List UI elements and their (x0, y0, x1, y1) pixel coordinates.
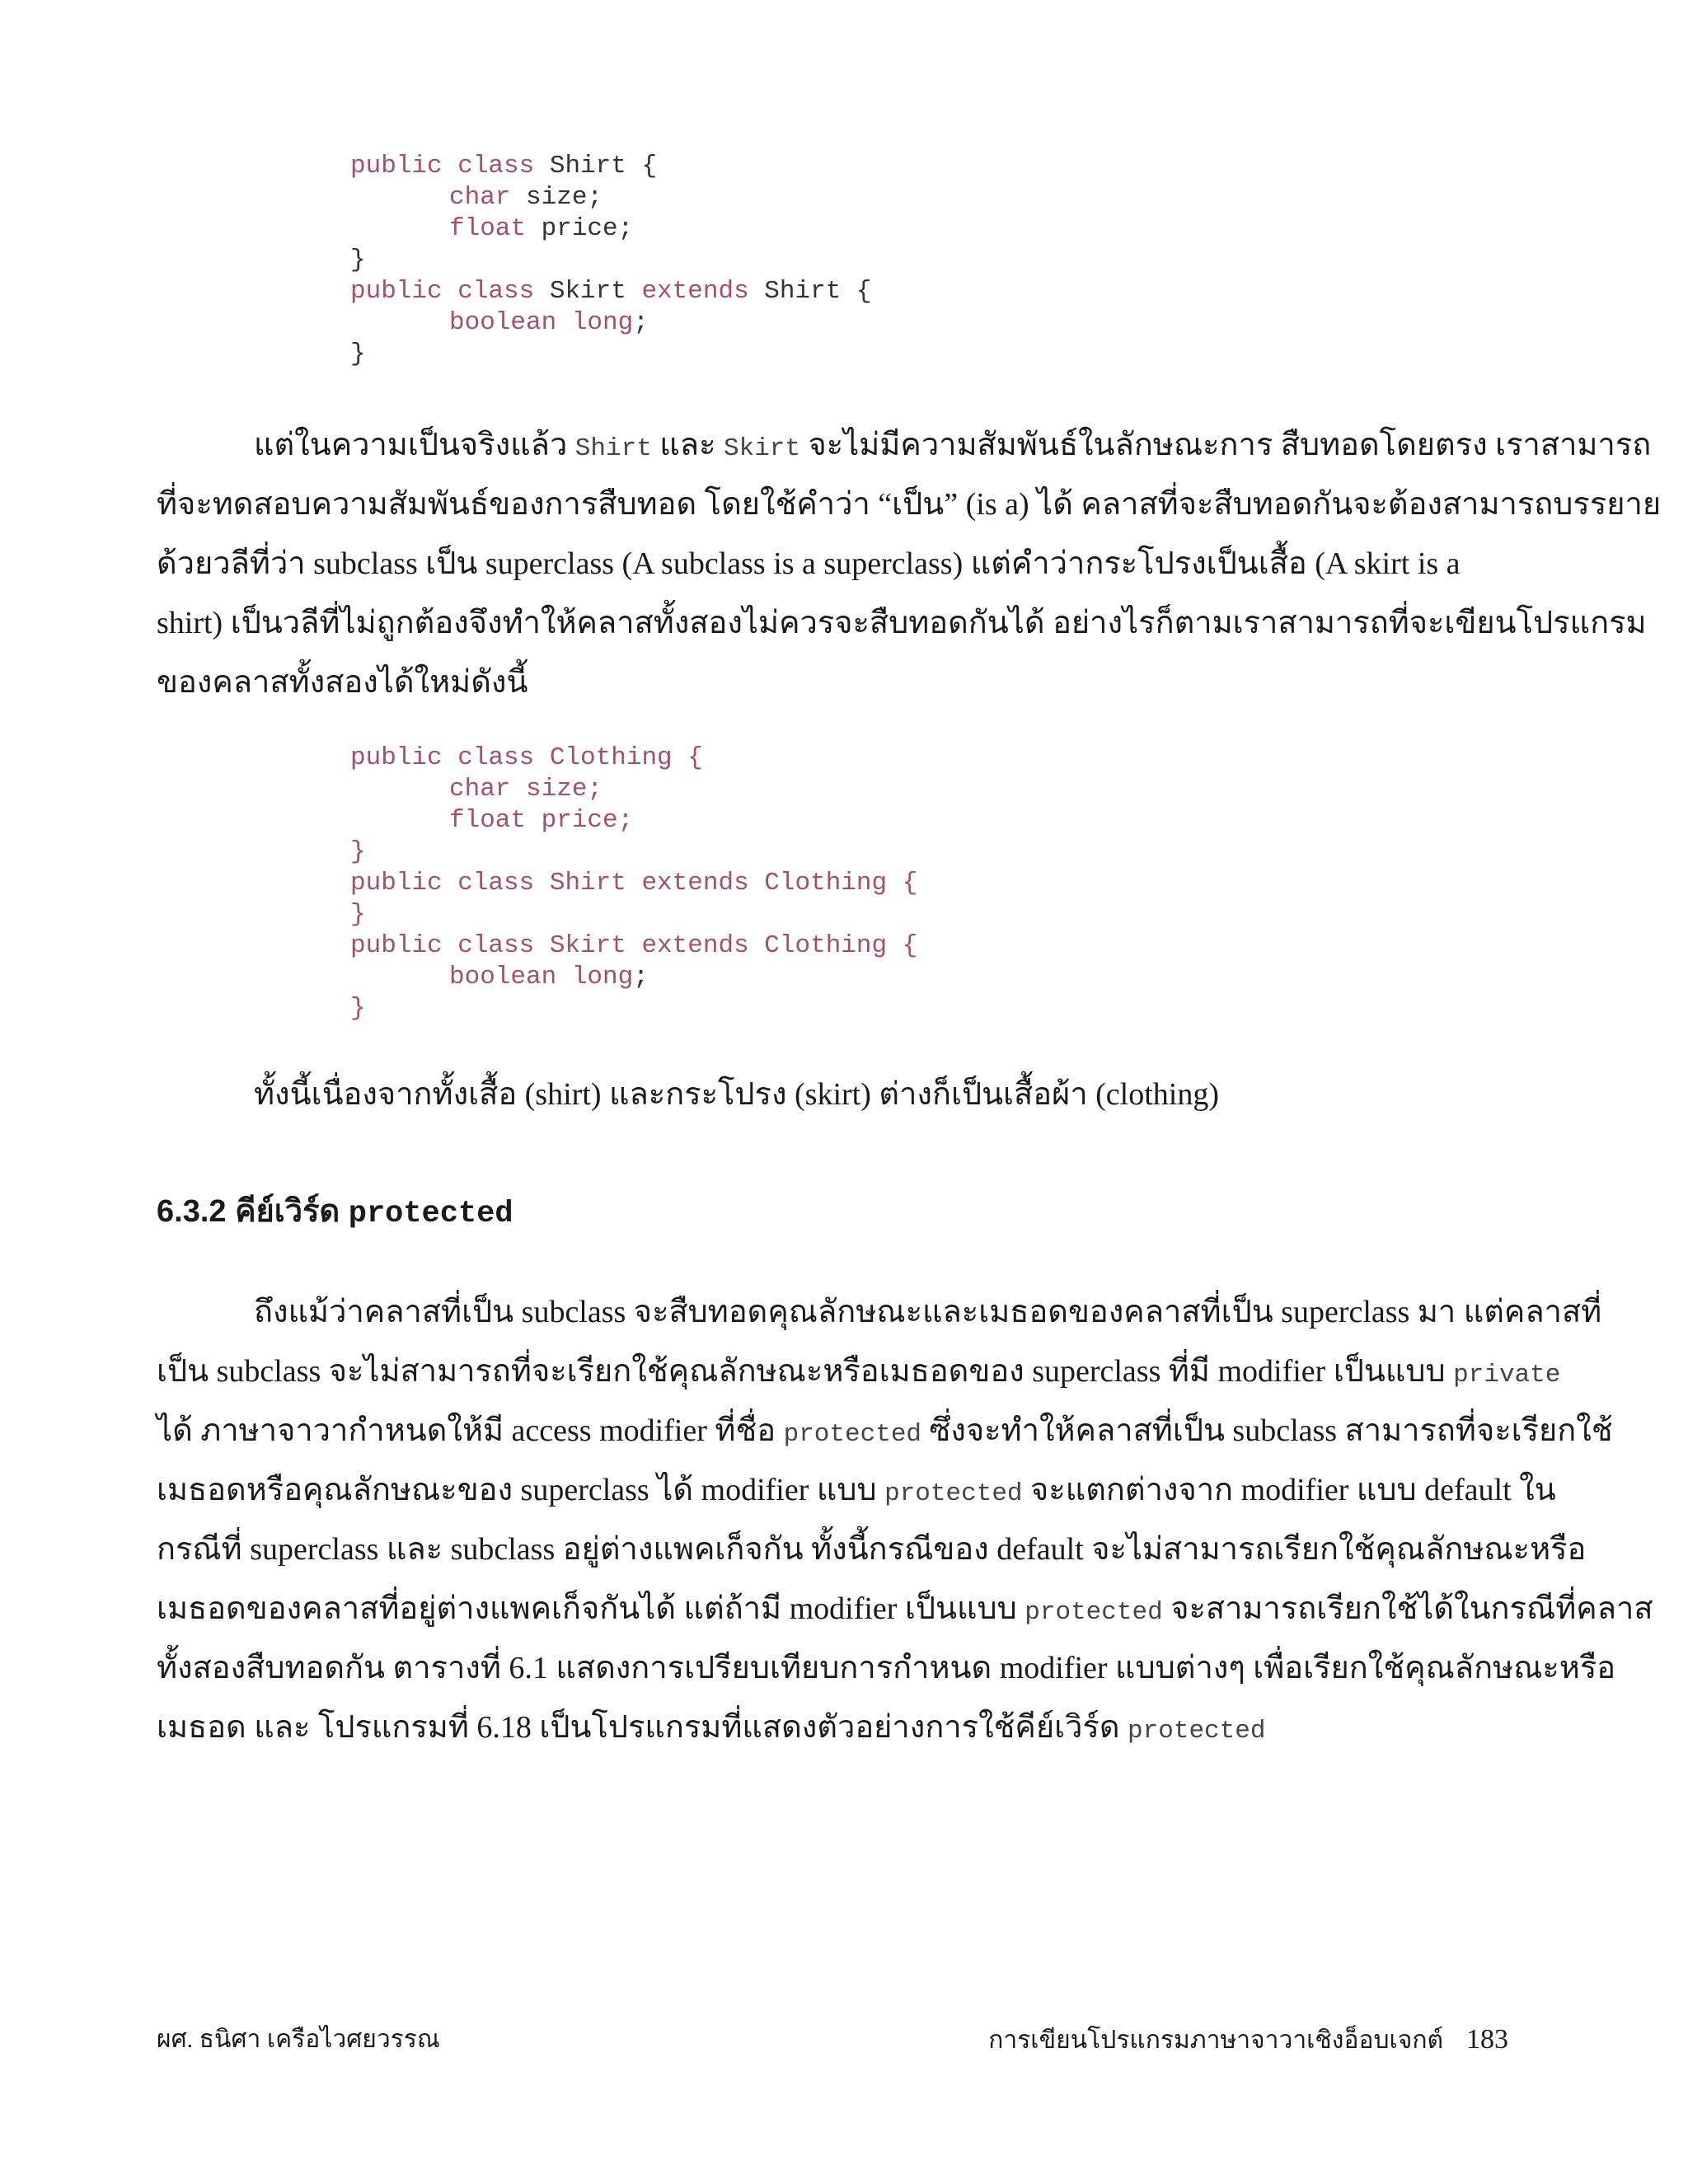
code-token: Shirt { (549, 152, 658, 180)
code-line (350, 743, 917, 774)
code-line (350, 774, 917, 805)
code-line (350, 339, 872, 370)
text-run: จะไม่มีความสัมพันธ์ในลักษณะการ สืบทอดโดยตรง เราสามารถ (800, 428, 1652, 462)
code-line (350, 182, 872, 213)
text-run: shirt) เป็นวลีที่ไม่ถูกต้องจึงทำให้คลาสทั้งสองไม่ควรจะสืบทอดกันได้ อย่างไรก็ตามเราสามารถที่จะเขียนโปรแกรม (157, 606, 1647, 640)
page-number: 183 (1466, 2024, 1508, 2055)
text-run: ทั้งสองสืบทอดกัน ตารางที่ 6.1 แสดงการเปรียบเทียบการกำหนด modifier แบบต่างๆ เพื่อเรียกใช้คุณลักษณะหรือ (157, 1651, 1616, 1685)
code-token: char (449, 183, 527, 212)
footer-author: ผศ. ธนิศา เครือไวศยวรรณ (157, 2026, 440, 2053)
code-token: public class (350, 152, 550, 180)
text-run: เมธอดหรือคุณลักษณะของ superclass ได้ modifier แบบ (157, 1473, 885, 1507)
text-run: ของคลาสทั้งสองได้ใหม่ดังนี้ (157, 665, 528, 700)
text-line (157, 653, 1526, 712)
heading-keyword: protected (348, 1197, 513, 1231)
text-run: กรณีที่ superclass และ subclass อยู่ต่างแพคเก็จกัน ทั้งนี้กรณีของ default จะไม่สามารถเรียกใช้คุณลักษณะหรือ (157, 1532, 1587, 1567)
code-token: public class (350, 277, 550, 306)
text-line (157, 1520, 1587, 1579)
code-token: boolean long (449, 963, 634, 991)
text-run: ทั้งนี้เนื่องจากทั้งเสื้อ (shirt) และกระโปรง (skirt) ต่างก็เป็นเสื้อผ้า (clothing) (254, 1077, 1220, 1112)
code-line (350, 213, 872, 245)
code-line (350, 899, 917, 930)
code-token: price; (541, 214, 634, 243)
code-line (350, 307, 872, 339)
heading-text: 6.3.2 คีย์เวิร์ด (157, 1194, 349, 1229)
code-token: public class Clothing { (350, 743, 703, 772)
inline-code: protected (783, 1420, 922, 1449)
inline-code: protected (1025, 1598, 1163, 1627)
text-line (157, 593, 1647, 653)
code-token: } (350, 994, 366, 1023)
code-token: } (350, 900, 366, 929)
code-line (350, 962, 917, 993)
paragraph-protected-keyword (157, 1282, 1653, 1757)
text-run: เมธอดของคลาสที่อยู่ต่างแพคเก็จกันได้ แต่ถ้ามี modifier เป็นแบบ (157, 1591, 1025, 1626)
code-token: extends (641, 277, 765, 306)
text-line (157, 1460, 1556, 1520)
text-line (157, 1282, 1602, 1342)
text-line (157, 415, 1652, 475)
code-token: } (350, 340, 366, 368)
code-line (350, 245, 872, 276)
inline-code: protected (1128, 1717, 1266, 1746)
code-line (350, 837, 917, 868)
text-run: จะสามารถเรียกใช้ได้ในกรณีที่คลาส (1162, 1591, 1653, 1626)
code-token: boolean long (449, 308, 634, 337)
code-token: float price; (449, 806, 634, 835)
code-line (350, 868, 917, 899)
code-token: public class Skirt extends Clothing { (350, 931, 918, 960)
footer-book-title: การเขียนโปรแกรมภาษาจาวาเชิงอ็อบเจกต์ (988, 2027, 1443, 2054)
code-token: Skirt (549, 277, 642, 306)
text-run: และ (651, 428, 724, 462)
code-line (350, 805, 917, 837)
text-run: ด้วยวลีที่ว่า subclass เป็น superclass (A subclass is a superclass) แต่คำว่ากระโปรงเป็นเสื้อ (A skirt is a (157, 546, 1461, 581)
inline-code: Shirt (574, 434, 652, 463)
code-token: size; (526, 183, 603, 212)
code-line (350, 930, 917, 962)
code-token: ; (633, 308, 649, 337)
inline-code: private (1453, 1361, 1561, 1390)
text-run: ซึ่งจะทำให้คลาสที่เป็น subclass สามารถที่จะเรียกใช้ (921, 1413, 1613, 1448)
code-line (350, 151, 872, 182)
section-heading (157, 1187, 513, 1239)
paragraph-clothing-reason (157, 1065, 1526, 1124)
inline-code: Skirt (724, 434, 801, 463)
code-token: public class Shirt extends Clothing { (350, 869, 918, 898)
paragraph-inheritance-explanation (157, 415, 1662, 712)
inline-code: protected (884, 1479, 1023, 1508)
code-token: } (350, 837, 366, 866)
code-token: Shirt { (764, 277, 872, 306)
text-line (157, 534, 1526, 593)
text-run: เมธอด และ โปรแกรมที่ 6.18 เป็นโปรแกรมที่แสดงตัวอย่างการใช้คีย์เวิร์ด (157, 1710, 1128, 1745)
code-line (350, 276, 872, 307)
footer-book-info (988, 2023, 1508, 2057)
text-line (157, 1579, 1653, 1638)
text-line (157, 1638, 1616, 1698)
code-token: } (350, 246, 366, 274)
text-run: แต่ในความเป็นจริงแล้ว (254, 428, 575, 462)
text-run: ถึงแม้ว่าคลาสที่เป็น subclass จะสืบทอดคุณลักษณะและเมธอดของคลาสที่เป็น superclass มา แต่คลาสที่ (254, 1295, 1602, 1329)
code-token: char size; (449, 775, 603, 804)
text-line (157, 475, 1662, 534)
code-block-shirt-skirt (350, 151, 872, 370)
text-run: ที่จะทดสอบความสัมพันธ์ของการสืบทอด โดยใช้คำว่า “เป็น” (is a) ได้ คลาสที่จะสืบทอดกันจะต้องสามารถบรรยาย (157, 487, 1662, 522)
text-line (157, 1401, 1613, 1460)
code-line (350, 993, 917, 1024)
code-token: ; (633, 963, 649, 991)
text-line (157, 1342, 1561, 1401)
text-run: จะแตกต่างจาก modifier แบบ default ใน (1022, 1473, 1556, 1507)
text-run: เป็น subclass จะไม่สามารถที่จะเรียกใช้คุณลักษณะหรือเมธอดของ superclass ที่มี modifier เป็นแบบ (157, 1354, 1454, 1389)
text-line (157, 1065, 1526, 1124)
text-line (157, 1698, 1526, 1757)
code-token: float (449, 214, 542, 243)
text-run: ได้ ภาษาจาวากำหนดให้มี access modifier ที่ชื่อ (157, 1413, 784, 1448)
code-block-clothing (350, 743, 917, 1024)
